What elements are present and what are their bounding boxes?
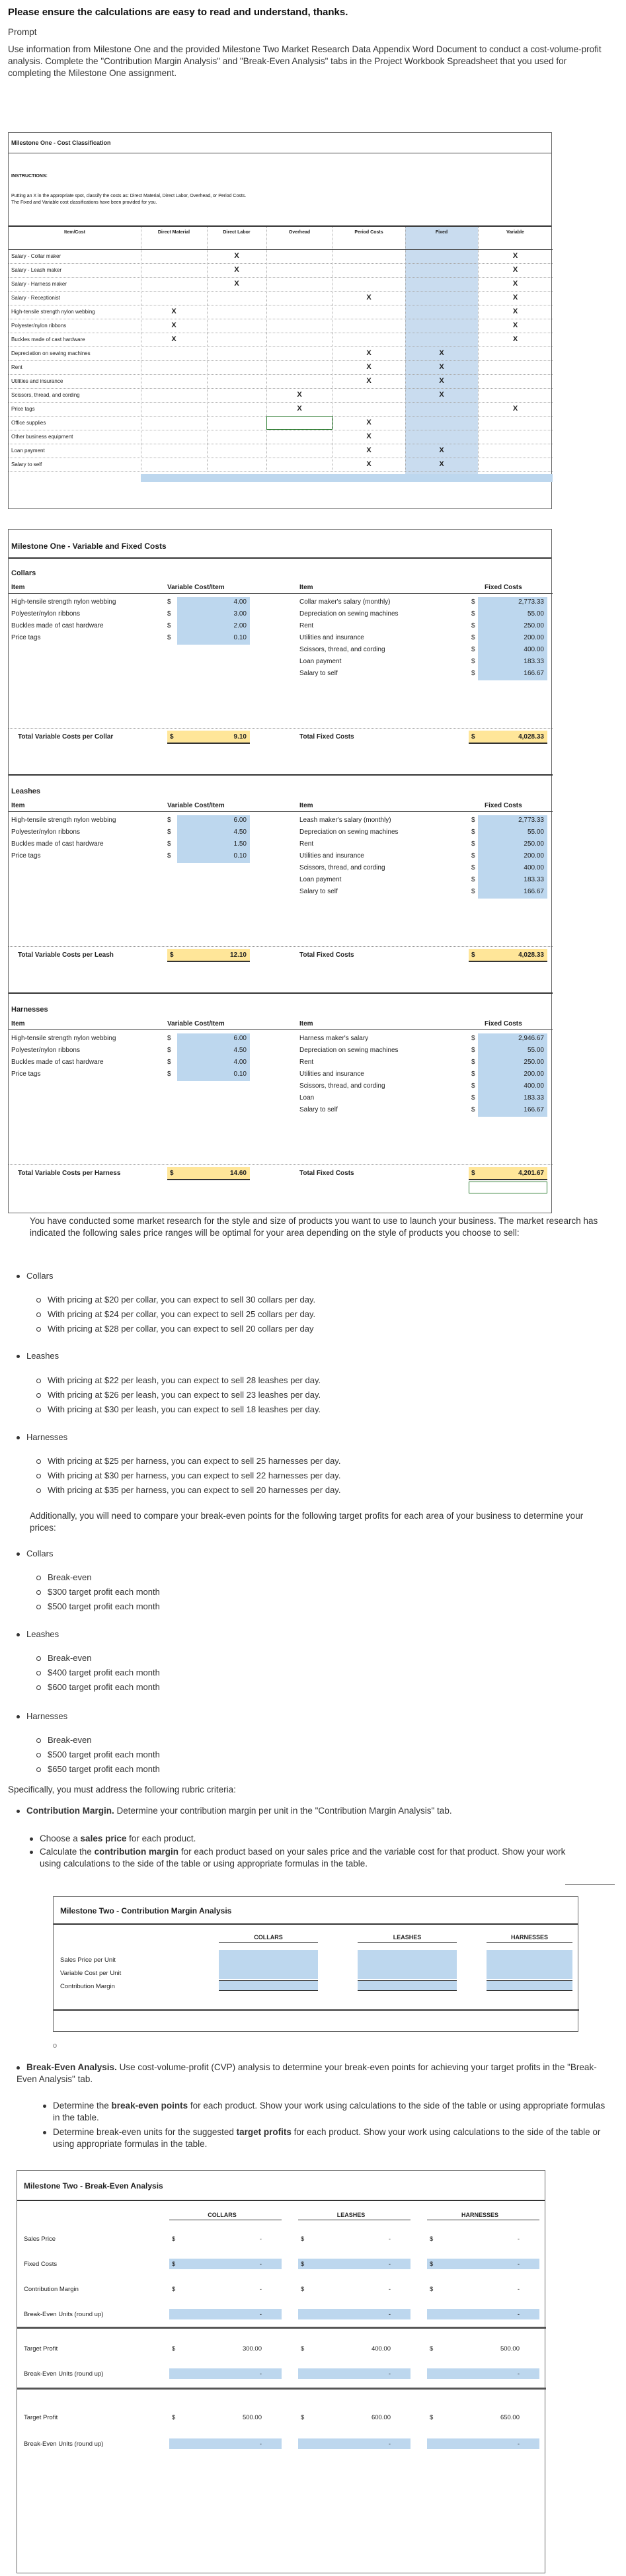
be-cell: 500.00 <box>242 2414 262 2421</box>
cc-mark: X <box>512 252 518 260</box>
vf-fixed-sign: $ <box>471 852 475 860</box>
vf-fixed-value: 250.00 <box>524 1059 544 1066</box>
vf-fixed-value: 166.67 <box>524 670 544 677</box>
vf-var-sign: $ <box>167 1047 171 1054</box>
cm-col-header: HARNESSES <box>510 1934 548 1941</box>
vf-fixed-sign: $ <box>471 598 475 606</box>
vf-fixed-item: Loan payment <box>299 876 342 883</box>
be-dollar: $ <box>301 2235 305 2243</box>
be-cell: - <box>259 2261 262 2268</box>
rubric-intro: Specifically, you must address the following rubric criteria: <box>8 1785 236 1794</box>
cc-mark: X <box>439 446 444 454</box>
vf-fixed-sign: $ <box>471 1059 475 1066</box>
cm-col-header: COLLARS <box>254 1934 283 1941</box>
cc-mark: X <box>512 335 518 343</box>
vf-total-fixed-sign: $ <box>471 1170 475 1177</box>
be-cell: - <box>517 2261 520 2268</box>
cc-mark: X <box>366 377 372 385</box>
vf-fixed-sign: $ <box>471 670 475 677</box>
be-dollar: $ <box>430 2345 434 2353</box>
vf-fixed-item: Scissors, thread, and cording <box>299 646 385 653</box>
vf-fixed-sign: $ <box>471 634 475 641</box>
target-line: Break-even <box>36 1653 91 1663</box>
target-item-collars: Collars <box>17 1549 53 1558</box>
target-line: $500 target profit each month <box>36 1750 160 1759</box>
vf-col-item2: Item <box>299 802 313 809</box>
vf-var-item: Price tags <box>11 634 41 641</box>
cc-row-item: Salary - Receptionist <box>11 295 60 301</box>
be-cell: 300.00 <box>242 2345 262 2353</box>
cc-mark: X <box>171 307 176 315</box>
be-row-label: Break-Even Units (round up) <box>24 2440 104 2448</box>
target-line: $600 target profit each month <box>36 1682 160 1692</box>
be-cell: - <box>259 2440 262 2448</box>
be-cell: - <box>259 2235 262 2243</box>
vf-col-item: Item <box>11 584 25 591</box>
vf-var-value: 6.00 <box>233 817 247 824</box>
cc-mark: X <box>512 280 518 288</box>
be-cell: - <box>388 2440 391 2448</box>
vf-fixed-value: 2,946.67 <box>518 1035 544 1042</box>
market-line: With pricing at $25 per harness, you can expect to sell 25 harnesses per day. <box>36 1456 340 1466</box>
be-row-label: Target Profit <box>24 2414 58 2421</box>
be-analysis-panel <box>17 2170 545 2573</box>
be-cell: - <box>517 2440 520 2448</box>
market-line: With pricing at $28 per collar, you can expect to sell 20 collars per day <box>36 1324 314 1334</box>
vf-total-var: 14.60 <box>229 1170 247 1177</box>
vf-col-item2: Item <box>299 1020 313 1027</box>
vf-var-item: Price tags <box>11 852 41 860</box>
market-line: With pricing at $22 per leash, you can expect to sell 28 leashes per day. <box>36 1375 321 1385</box>
be-col-header: HARNESSES <box>461 2212 498 2218</box>
cc-mark: X <box>366 446 372 454</box>
vf-total-fixed-label: Total Fixed Costs <box>299 733 354 741</box>
vf-fixed-sign: $ <box>471 817 475 824</box>
cost-classification-panel <box>8 132 552 509</box>
cc-header: Period Costs <box>354 230 383 235</box>
market-item-harnesses: Harnesses <box>17 1432 67 1442</box>
vf-fixed-value: 166.67 <box>524 888 544 895</box>
vf-total-fixed-label: Total Fixed Costs <box>299 1170 354 1177</box>
vf-fixed-value: 400.00 <box>524 1082 544 1090</box>
vf-var-item: High-tensile strength nylon webbing <box>11 598 116 606</box>
cc-mark: X <box>297 391 302 399</box>
page-title: Please ensure the calculations are easy to read and understand, thanks. <box>8 7 348 18</box>
target-line: Break-even <box>36 1572 91 1582</box>
instructions-label: INSTRUCTIONS: <box>11 174 48 179</box>
vf-fixed-item: Utilities and insurance <box>299 852 364 860</box>
vf-fixed-sign: $ <box>471 1070 475 1078</box>
cc-mark: X <box>439 349 444 357</box>
vf-total-var-label: Total Variable Costs per Leash <box>18 951 114 959</box>
cc-header: Item/Cost <box>64 230 85 235</box>
rubric-cm-sub2: Calculate the contribution margin for each product based on your sales price and the variable cost for that product. Show your work using calculations to the side of the table or using appropriate formulas in the table. <box>40 1846 578 1870</box>
vf-fixed-sign: $ <box>471 1106 475 1113</box>
vf-fixed-value: 183.33 <box>524 876 544 883</box>
cc-mark: X <box>234 266 239 274</box>
vf-var-value: 3.00 <box>233 610 247 618</box>
be-cell: - <box>259 2311 262 2318</box>
vf-var-sign: $ <box>167 622 171 629</box>
be-dollar: $ <box>172 2345 176 2353</box>
rubric-cm: Contribution Margin. Determine your contribution margin per unit in the "Contribution Margin Analysis" tab. <box>17 1805 611 1817</box>
cc-mark: X <box>439 377 444 385</box>
vf-var-item: High-tensile strength nylon webbing <box>11 817 116 824</box>
vf-var-sign: $ <box>167 1035 171 1042</box>
vf-var-value: 1.50 <box>233 840 247 848</box>
variable-fixed-panel <box>8 529 552 1213</box>
target-line: $300 target profit each month <box>36 1587 160 1597</box>
cm-col-header: LEASHES <box>393 1934 422 1941</box>
vf-var-item: Buckles made of cast hardware <box>11 1059 104 1066</box>
vf-fixed-sign: $ <box>471 840 475 848</box>
be-cell: 500.00 <box>500 2345 520 2353</box>
cc-mark: X <box>512 321 518 329</box>
vf-total-var: 9.10 <box>233 733 247 741</box>
vf-var-item: Price tags <box>11 1070 41 1078</box>
vf-fixed-value: 250.00 <box>524 622 544 629</box>
vf-var-item: Polyester/nylon ribbons <box>11 1047 80 1054</box>
vf-fixed-value: 250.00 <box>524 840 544 848</box>
market-item-collars: Collars <box>17 1271 53 1281</box>
vf-var-item: High-tensile strength nylon webbing <box>11 1035 116 1042</box>
be-dollar: $ <box>301 2286 305 2293</box>
cc-mark: X <box>366 419 372 426</box>
vf-fixed-value: 166.67 <box>524 1106 544 1113</box>
vf-fixed-sign: $ <box>471 888 475 895</box>
be-col-header: LEASHES <box>336 2212 366 2218</box>
be-row-label: Contribution Margin <box>24 2286 79 2293</box>
be-cell: - <box>388 2286 391 2293</box>
cm-row-label: Variable Cost per Unit <box>60 1970 122 1977</box>
vf-var-item: Polyester/nylon ribbons <box>11 610 80 618</box>
cc-row-item: Office supplies <box>11 420 46 426</box>
cc-mark: X <box>297 405 302 413</box>
cc-mark: X <box>366 294 372 302</box>
target-item-leashes: Leashes <box>17 1629 59 1639</box>
variable-fixed-sections <box>9 560 553 1211</box>
vf-fixed-sign: $ <box>471 1094 475 1102</box>
cc-header: Fixed <box>435 230 448 235</box>
vf-fixed-sign: $ <box>471 1082 475 1090</box>
cc-mark: X <box>439 460 444 468</box>
cc-mark: X <box>439 391 444 399</box>
vf-fixed-value: 2,773.33 <box>518 817 544 824</box>
be-dollar: $ <box>430 2286 434 2293</box>
cc-mark: X <box>234 252 239 260</box>
vf-total-var-label: Total Variable Costs per Harness <box>18 1170 121 1177</box>
cc-mark: X <box>512 405 518 413</box>
vf-var-item: Buckles made of cast hardware <box>11 840 104 848</box>
cc-row-item: Utilities and insurance <box>11 378 63 384</box>
vf-fixed-value: 400.00 <box>524 864 544 871</box>
market-intro: You have conducted some market research for the style and size of products you want to use to launch your business. The market research has indicated the following sales price ranges will be optimal for your area depending on the style of products you choose to sell: <box>30 1216 598 1238</box>
cc-header: Direct Labor <box>223 230 251 235</box>
be-row-label: Fixed Costs <box>24 2261 58 2268</box>
vf-fixed-value: 200.00 <box>524 852 544 860</box>
vf-fixed-sign: $ <box>471 610 475 618</box>
vf-fixed-item: Rent <box>299 1059 314 1066</box>
be-row-label: Sales Price <box>24 2235 56 2243</box>
vf-var-sign: $ <box>167 610 171 618</box>
be-cell: - <box>517 2235 520 2243</box>
market-line: With pricing at $26 per leash, you can expect to sell 23 leashes per day. <box>36 1390 321 1400</box>
instructions-text-1: Putting an X in the appropriate spot, classify the costs as: Direct Material, Direct Labor, Overhead, or Period Costs. <box>11 194 247 198</box>
vf-fixed-item: Loan payment <box>299 658 342 665</box>
cc-mark: X <box>512 307 518 315</box>
rubric-be-sub2: Determine break-even units for the suggested target profits for each product. Show your work using calculations to the side of the table or using appropriate formulas in the table. <box>53 2126 611 2150</box>
be-cell: - <box>388 2311 391 2318</box>
vf-var-sign: $ <box>167 1070 171 1078</box>
be-dollar: $ <box>430 2414 434 2421</box>
vf-var-value: 0.10 <box>233 1070 247 1078</box>
cc-mark: X <box>366 432 372 440</box>
vf-var-value: 6.00 <box>233 1035 247 1042</box>
vf-col-var: Variable Cost/Item <box>167 802 225 809</box>
cost-classification-title: Milestone One - Cost Classification <box>11 140 111 146</box>
vf-fixed-item: Depreciation on sewing machines <box>299 610 399 618</box>
vf-fixed-value: 183.33 <box>524 658 544 665</box>
vf-fixed-value: 2,773.33 <box>518 598 544 606</box>
market-line: With pricing at $30 per harness, you can expect to sell 22 harnesses per day. <box>36 1470 340 1480</box>
target-line: $650 target profit each month <box>36 1764 160 1774</box>
vf-fixed-item: Salary to self <box>299 670 338 677</box>
vf-var-sign: $ <box>167 817 171 824</box>
vf-total-var-sign: $ <box>170 951 174 959</box>
vf-fixed-sign: $ <box>471 622 475 629</box>
vf-total-fixed-sign: $ <box>471 733 475 741</box>
vf-var-value: 0.10 <box>233 852 247 860</box>
variable-fixed-title: Milestone One - Variable and Fixed Costs <box>11 542 167 551</box>
vf-col-fixed: Fixed Costs <box>485 1020 522 1027</box>
cc-mark: X <box>439 363 444 371</box>
be-dollar: $ <box>301 2414 305 2421</box>
vf-fixed-item: Scissors, thread, and cording <box>299 1082 385 1090</box>
cc-mark: X <box>234 280 239 288</box>
vf-fixed-item: Depreciation on sewing machines <box>299 828 399 836</box>
rubric-be-sub1: Determine the break-even points for each product. Show your work using calculations to the side of the table or using appropriate formulas in the table. <box>53 2100 611 2124</box>
market-line: With pricing at $24 per collar, you can expect to sell 25 collars per day. <box>36 1309 315 1319</box>
cc-row-item: Buckles made of cast hardware <box>11 337 85 342</box>
vf-fixed-item: Salary to self <box>299 888 338 895</box>
be-cell: - <box>259 2370 262 2378</box>
vf-fixed-sign: $ <box>471 864 475 871</box>
cc-row-item: Polyester/nylon ribbons <box>11 323 67 329</box>
cc-mark: X <box>366 349 372 357</box>
targets-intro: Additionally, you will need to compare your break-even points for the following target profits for each area of your business to determine your prices: <box>30 1511 584 1533</box>
vf-fixed-sign: $ <box>471 828 475 836</box>
be-dollar: $ <box>430 2235 434 2243</box>
cc-row-item: Loan payment <box>11 448 45 454</box>
cc-mark: X <box>366 460 372 468</box>
be-row-label: Break-Even Units (round up) <box>24 2370 104 2378</box>
intro-paragraph: Use information from Milestone One and the provided Milestone Two Market Research Data Appendix Word Document to conduct a cost-volume-profit analysis. Complete the "Contribution Margin Analysis" and "Break-Even Analysis" tabs in the Project Workbook Spreadsheet that you used for completing the Milestone One assignment. <box>8 44 602 78</box>
vf-total-var-label: Total Variable Costs per Collar <box>18 733 114 741</box>
be-cell: - <box>517 2370 520 2378</box>
vf-var-sign: $ <box>167 598 171 606</box>
cc-row-item: Scissors, thread, and cording <box>11 392 80 398</box>
rubric-be: Break-Even Analysis. Use cost-volume-profit (CVP) analysis to determine your break-even points for achieving your target profits in the "Break-Even Analysis" tab. <box>17 2062 597 2084</box>
cc-row-item: Depreciation on sewing machines <box>11 350 91 356</box>
market-line: With pricing at $30 per leash, you can expect to sell 18 leashes per day. <box>36 1404 321 1414</box>
vf-total-fixed: 4,028.33 <box>518 951 544 959</box>
vf-fixed-sign: $ <box>471 658 475 665</box>
be-cell: 600.00 <box>371 2414 391 2421</box>
vf-fixed-item: Depreciation on sewing machines <box>299 1047 399 1054</box>
circle-marker: o <box>53 2042 58 2050</box>
vf-fixed-value: 55.00 <box>527 610 544 618</box>
vf-var-sign: $ <box>167 1059 171 1066</box>
vf-fixed-value: 200.00 <box>524 1070 544 1078</box>
vf-var-value: 4.00 <box>233 598 247 606</box>
cc-row-item: Salary - Leash maker <box>11 267 62 273</box>
vf-var-sign: $ <box>167 840 171 848</box>
vf-section-name: Leashes <box>11 787 41 795</box>
be-dollar: $ <box>430 2261 434 2268</box>
be-cell: 650.00 <box>500 2414 520 2421</box>
vf-col-fixed: Fixed Costs <box>485 802 522 809</box>
cm-analysis-panel <box>53 1896 578 2032</box>
be-cell: - <box>517 2286 520 2293</box>
vf-fixed-item: Salary to self <box>299 1106 338 1113</box>
cc-row-item: Rent <box>11 364 22 370</box>
vf-var-sign: $ <box>167 634 171 641</box>
cc-mark: X <box>171 321 176 329</box>
vf-fixed-sign: $ <box>471 1035 475 1042</box>
cm-row-label: Sales Price per Unit <box>60 1956 116 1964</box>
market-line: With pricing at $35 per harness, you can expect to sell 20 harnesses per day. <box>36 1485 340 1495</box>
vf-fixed-item: Scissors, thread, and cording <box>299 864 385 871</box>
vf-col-item: Item <box>11 1020 25 1027</box>
vf-total-var-sign: $ <box>170 733 174 741</box>
be-dollar: $ <box>301 2345 305 2353</box>
be-col-header: COLLARS <box>208 2212 237 2218</box>
vf-var-value: 4.50 <box>233 828 247 836</box>
vf-total-var: 12.10 <box>229 951 247 959</box>
target-line: $400 target profit each month <box>36 1668 160 1677</box>
vf-fixed-item: Collar maker's salary (monthly) <box>299 598 391 606</box>
cm-row-label: Contribution Margin <box>60 1983 115 1990</box>
target-line: $500 target profit each month <box>36 1601 160 1611</box>
market-item-leashes: Leashes <box>17 1351 59 1361</box>
vf-fixed-value: 55.00 <box>527 828 544 836</box>
vf-var-sign: $ <box>167 852 171 860</box>
cc-row-item: High-tensile strength nylon webbing <box>11 309 95 315</box>
cc-row-item: Price tags <box>11 406 35 412</box>
vf-var-item: Buckles made of cast hardware <box>11 622 104 629</box>
vf-fixed-sign: $ <box>471 876 475 883</box>
market-line: With pricing at $20 per collar, you can expect to sell 30 collars per day. <box>36 1295 315 1305</box>
vf-fixed-item: Harness maker's salary <box>299 1035 369 1042</box>
vf-fixed-item: Utilities and insurance <box>299 634 364 641</box>
cc-mark: X <box>512 294 518 302</box>
cc-row-item: Salary to self <box>11 462 42 467</box>
vf-col-item2: Item <box>299 584 313 591</box>
cc-mark: X <box>512 266 518 274</box>
target-item-harnesses: Harnesses <box>17 1711 67 1721</box>
cc-header: Overhead <box>288 230 311 235</box>
vf-total-fixed: 4,201.67 <box>518 1170 544 1177</box>
be-cell: - <box>388 2235 391 2243</box>
cc-mark: X <box>171 335 176 343</box>
be-dollar: $ <box>172 2235 176 2243</box>
vf-fixed-value: 55.00 <box>527 1047 544 1054</box>
be-dollar: $ <box>172 2261 176 2268</box>
vf-section-name: Collars <box>11 569 36 577</box>
vf-fixed-value: 200.00 <box>524 634 544 641</box>
rubric-cm-sub1: Choose a sales price for each product. <box>40 1833 611 1845</box>
cc-header: Direct Material <box>157 230 190 235</box>
cc-row-item: Other business equipment <box>11 434 73 440</box>
be-cell: - <box>388 2370 391 2378</box>
vf-var-value: 2.00 <box>233 622 247 629</box>
vf-fixed-value: 183.33 <box>524 1094 544 1102</box>
be-row-label: Break-Even Units (round up) <box>24 2311 104 2318</box>
vf-col-fixed: Fixed Costs <box>485 584 522 591</box>
be-cell: 400.00 <box>371 2345 391 2353</box>
vf-var-value: 4.00 <box>233 1059 247 1066</box>
cost-classification-grid <box>9 227 553 504</box>
cc-row-item: Salary - Collar maker <box>11 253 61 259</box>
vf-fixed-item: Utilities and insurance <box>299 1070 364 1078</box>
vf-fixed-item: Loan <box>299 1094 315 1102</box>
vf-var-sign: $ <box>167 828 171 836</box>
vf-total-var-sign: $ <box>170 1170 174 1177</box>
be-dollar: $ <box>172 2286 176 2293</box>
vf-fixed-sign: $ <box>471 646 475 653</box>
be-dollar: $ <box>301 2261 305 2268</box>
vf-var-value: 4.50 <box>233 1047 247 1054</box>
vf-fixed-value: 400.00 <box>524 646 544 653</box>
vf-col-item: Item <box>11 802 25 809</box>
vf-var-item: Polyester/nylon ribbons <box>11 828 80 836</box>
cc-row-item: Salary - Harness maker <box>11 281 67 287</box>
be-dollar: $ <box>172 2414 176 2421</box>
vf-total-fixed: 4,028.33 <box>518 733 544 741</box>
be-cell: - <box>388 2261 391 2268</box>
cc-header: Variable <box>506 230 524 235</box>
vf-total-fixed-label: Total Fixed Costs <box>299 951 354 959</box>
vf-fixed-item: Rent <box>299 622 314 629</box>
be-analysis-title: Milestone Two - Break-Even Analysis <box>24 2181 163 2191</box>
vf-col-var: Variable Cost/Item <box>167 1020 225 1027</box>
vf-col-var: Variable Cost/Item <box>167 584 225 591</box>
be-cell: - <box>517 2311 520 2318</box>
be-cell: - <box>259 2286 262 2293</box>
target-line: Break-even <box>36 1735 91 1745</box>
vf-section-name: Harnesses <box>11 1006 48 1014</box>
instructions-text-2: The Fixed and Variable cost classifications have been provided for you. <box>11 200 157 205</box>
vf-fixed-item: Leash maker's salary (monthly) <box>299 817 391 824</box>
cm-analysis-title: Milestone Two - Contribution Margin Analysis <box>60 1906 232 1915</box>
vf-fixed-item: Rent <box>299 840 314 848</box>
be-row-label: Target Profit <box>24 2345 58 2353</box>
vf-total-fixed-sign: $ <box>471 951 475 959</box>
cc-mark: X <box>366 363 372 371</box>
vf-var-value: 0.10 <box>233 634 247 641</box>
prompt-label: Prompt <box>8 27 37 37</box>
vf-fixed-sign: $ <box>471 1047 475 1054</box>
